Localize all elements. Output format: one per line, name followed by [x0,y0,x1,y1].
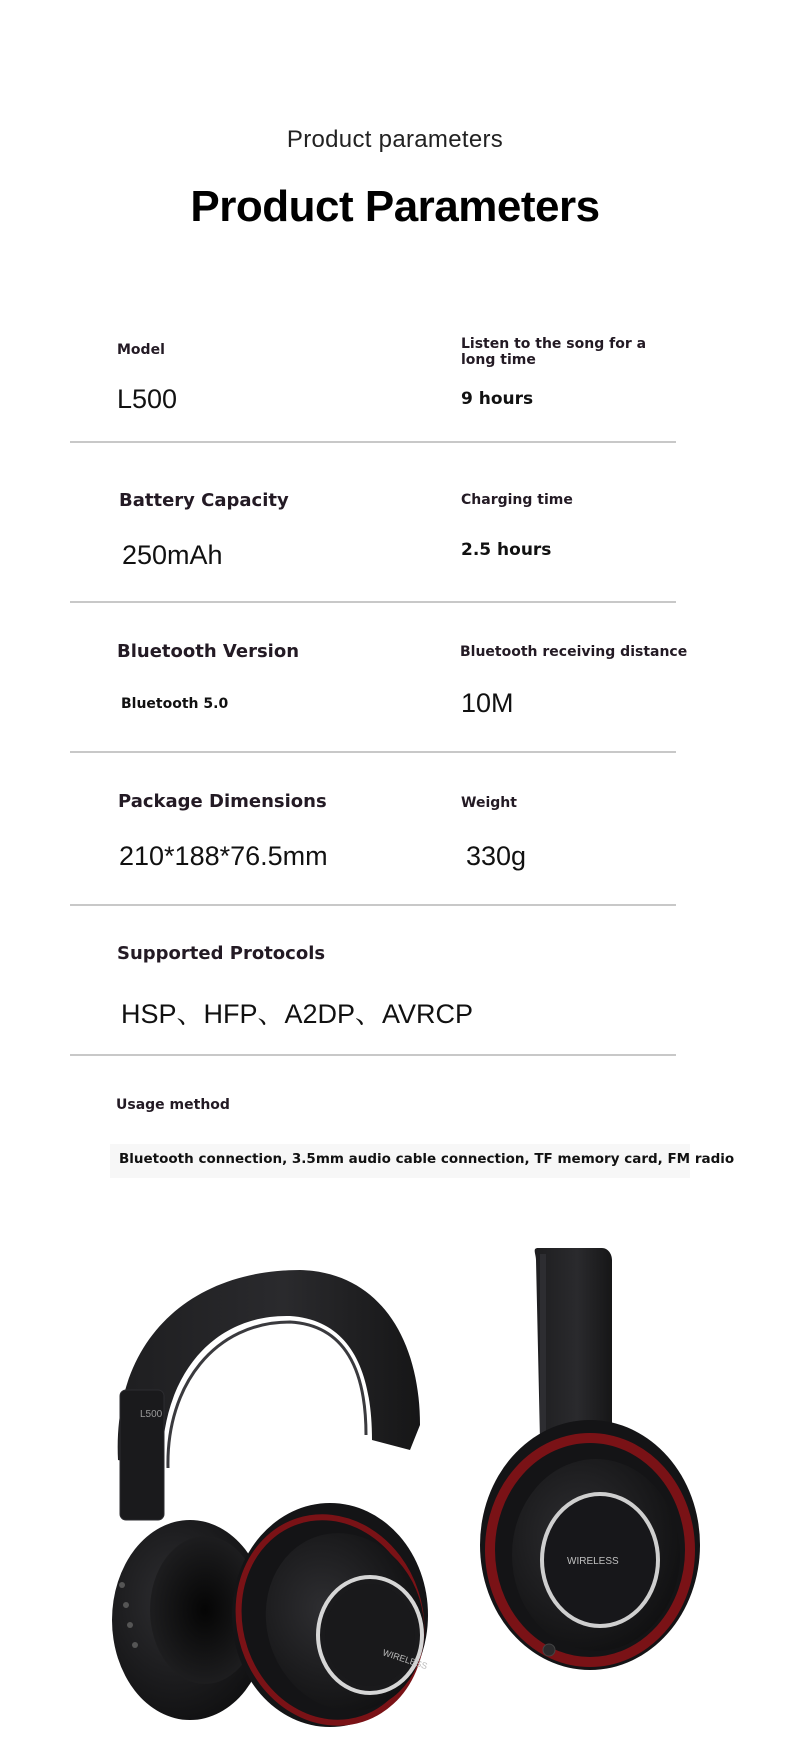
battery-label: Battery Capacity [119,490,289,511]
usage-label: Usage method [116,1097,230,1113]
bt-version-label: Bluetooth Version [117,641,300,662]
headphone-front-view [112,1270,448,1742]
dimensions-label: Package Dimensions [118,791,327,812]
divider [70,601,676,603]
usage-value: Bluetooth connection, 3.5mm audio cable connection, TF memory card, FM radio [119,1151,735,1167]
bt-version-value: Bluetooth 5.0 [121,696,229,712]
model-value: L500 [117,384,178,414]
headphones-image [0,1230,790,1742]
headphone-side-view [480,1248,700,1670]
model-label: Model [117,342,165,358]
weight-label: Weight [461,795,517,811]
protocols-label: Supported Protocols [117,943,326,964]
divider [70,441,676,443]
page-title: Product Parameters [190,182,600,231]
weight-value: 330g [466,841,527,871]
bt-distance-label: Bluetooth receiving distance [460,644,688,660]
cup-print: WIRELESS [381,1647,429,1672]
protocols-value: HSP、HFP、A2DP、AVRCP [121,999,474,1029]
side-cup-print: WIRELESS [567,1556,619,1567]
divider [70,751,676,753]
model-print: L500 [140,1409,163,1420]
dimensions-value: 210*188*76.5mm [119,841,328,871]
divider [70,1054,676,1056]
battery-value: 250mAh [122,540,223,570]
bt-distance-value: 10M [461,688,514,718]
charging-label: Charging time [461,492,573,508]
page-subtitle: Product parameters [286,126,504,153]
listen-time-value: 9 hours [461,389,534,409]
charging-value: 2.5 hours [461,540,552,560]
divider [70,904,676,906]
listen-time-label: Listen to the song for a long time [461,336,647,368]
